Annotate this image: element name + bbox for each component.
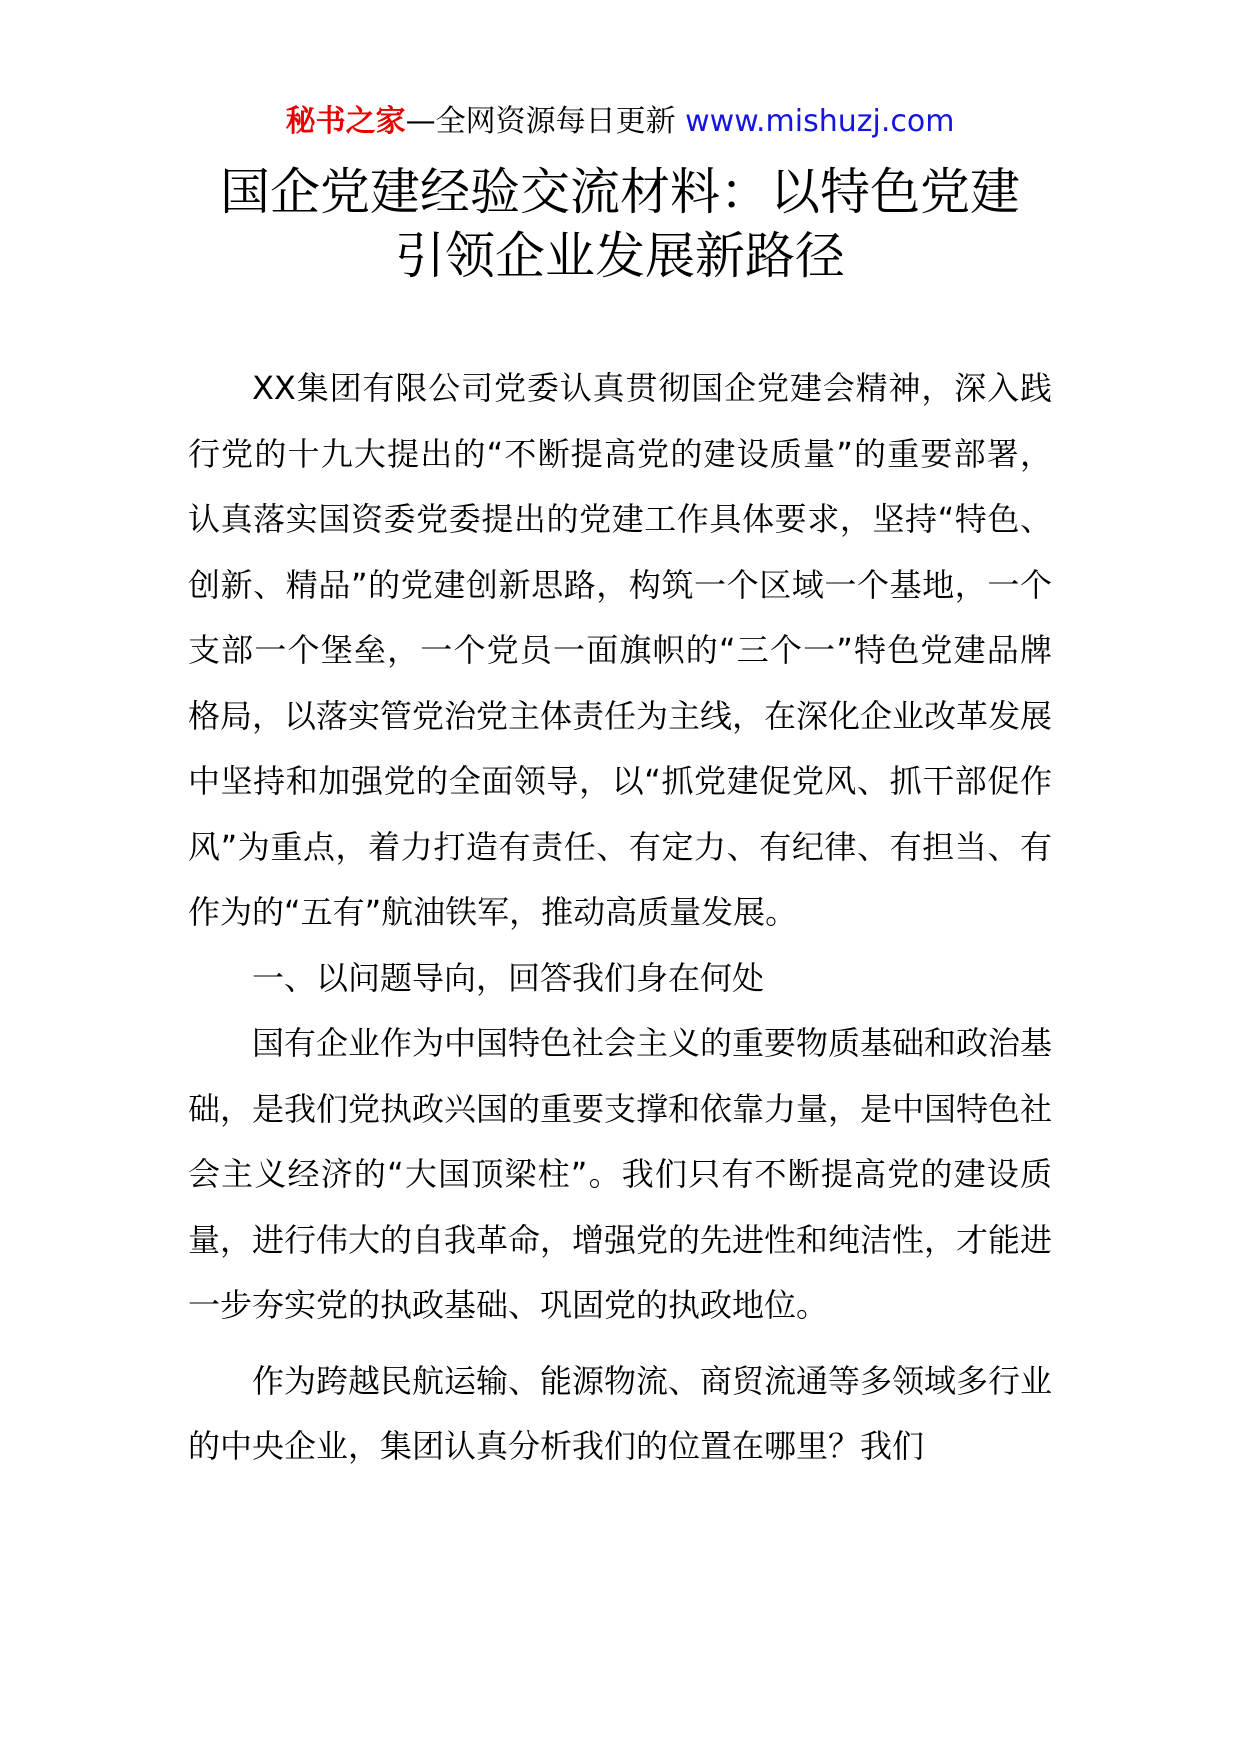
title-line-2: 引领企业发展新路径	[395, 227, 845, 285]
document-body	[188, 356, 1052, 1480]
title-line-1: 国企党建经验交流材料：以特色党建	[220, 163, 1020, 221]
header-tagline: —全网资源每日更新	[405, 104, 686, 139]
site-header	[0, 100, 1240, 144]
paragraph-2: 国有企业作为中国特色社会主义的重要物质基础和政治基础，是我们党执政兴国的重要支撑和依靠力量，是中国特色社会主义经济的“大国顶梁柱”。我们只有不断提高党的建设质量，进行伟大的自我革命，增强党的先进性和纯洁性，才能进一步夯实党的执政基础、巩固党的执政地位。	[188, 1024, 1053, 1324]
paragraph-3: 作为跨越民航运输、能源物流、商贸流通等多领域多行业的中央企业，集团认真分析我们的位置在哪里？我们	[188, 1361, 1053, 1465]
brand-name: 秘书之家	[285, 104, 406, 139]
site-url-link[interactable]: www.mishuzj.com	[685, 104, 955, 139]
section-heading-1: 一、以问题导向，回答我们身在何处	[252, 958, 765, 997]
document-title	[0, 160, 1240, 288]
paragraph-intro: XX集团有限公司党委认真贯彻国企党建会精神，深入践行党的十九大提出的“不断提高党的建设质量”的重要部署，认真落实国资委党委提出的党建工作具体要求，坚持“特色、创新、精品”的党建创新思路，构筑一个区域一个基地，一个支部一个堡垒，一个党员一面旗帜的“三个一”特色党建品牌格局，以落实管党治党主体责任为主线，在深化企业改革发展中坚持和加强党的全面领导，以“抓党建促党风、抓干部促作风”为重点，着力打造有责任、有定力、有纪律、有担当、有作为的“五有”航油铁军，推动高质量发展。	[188, 369, 1053, 931]
